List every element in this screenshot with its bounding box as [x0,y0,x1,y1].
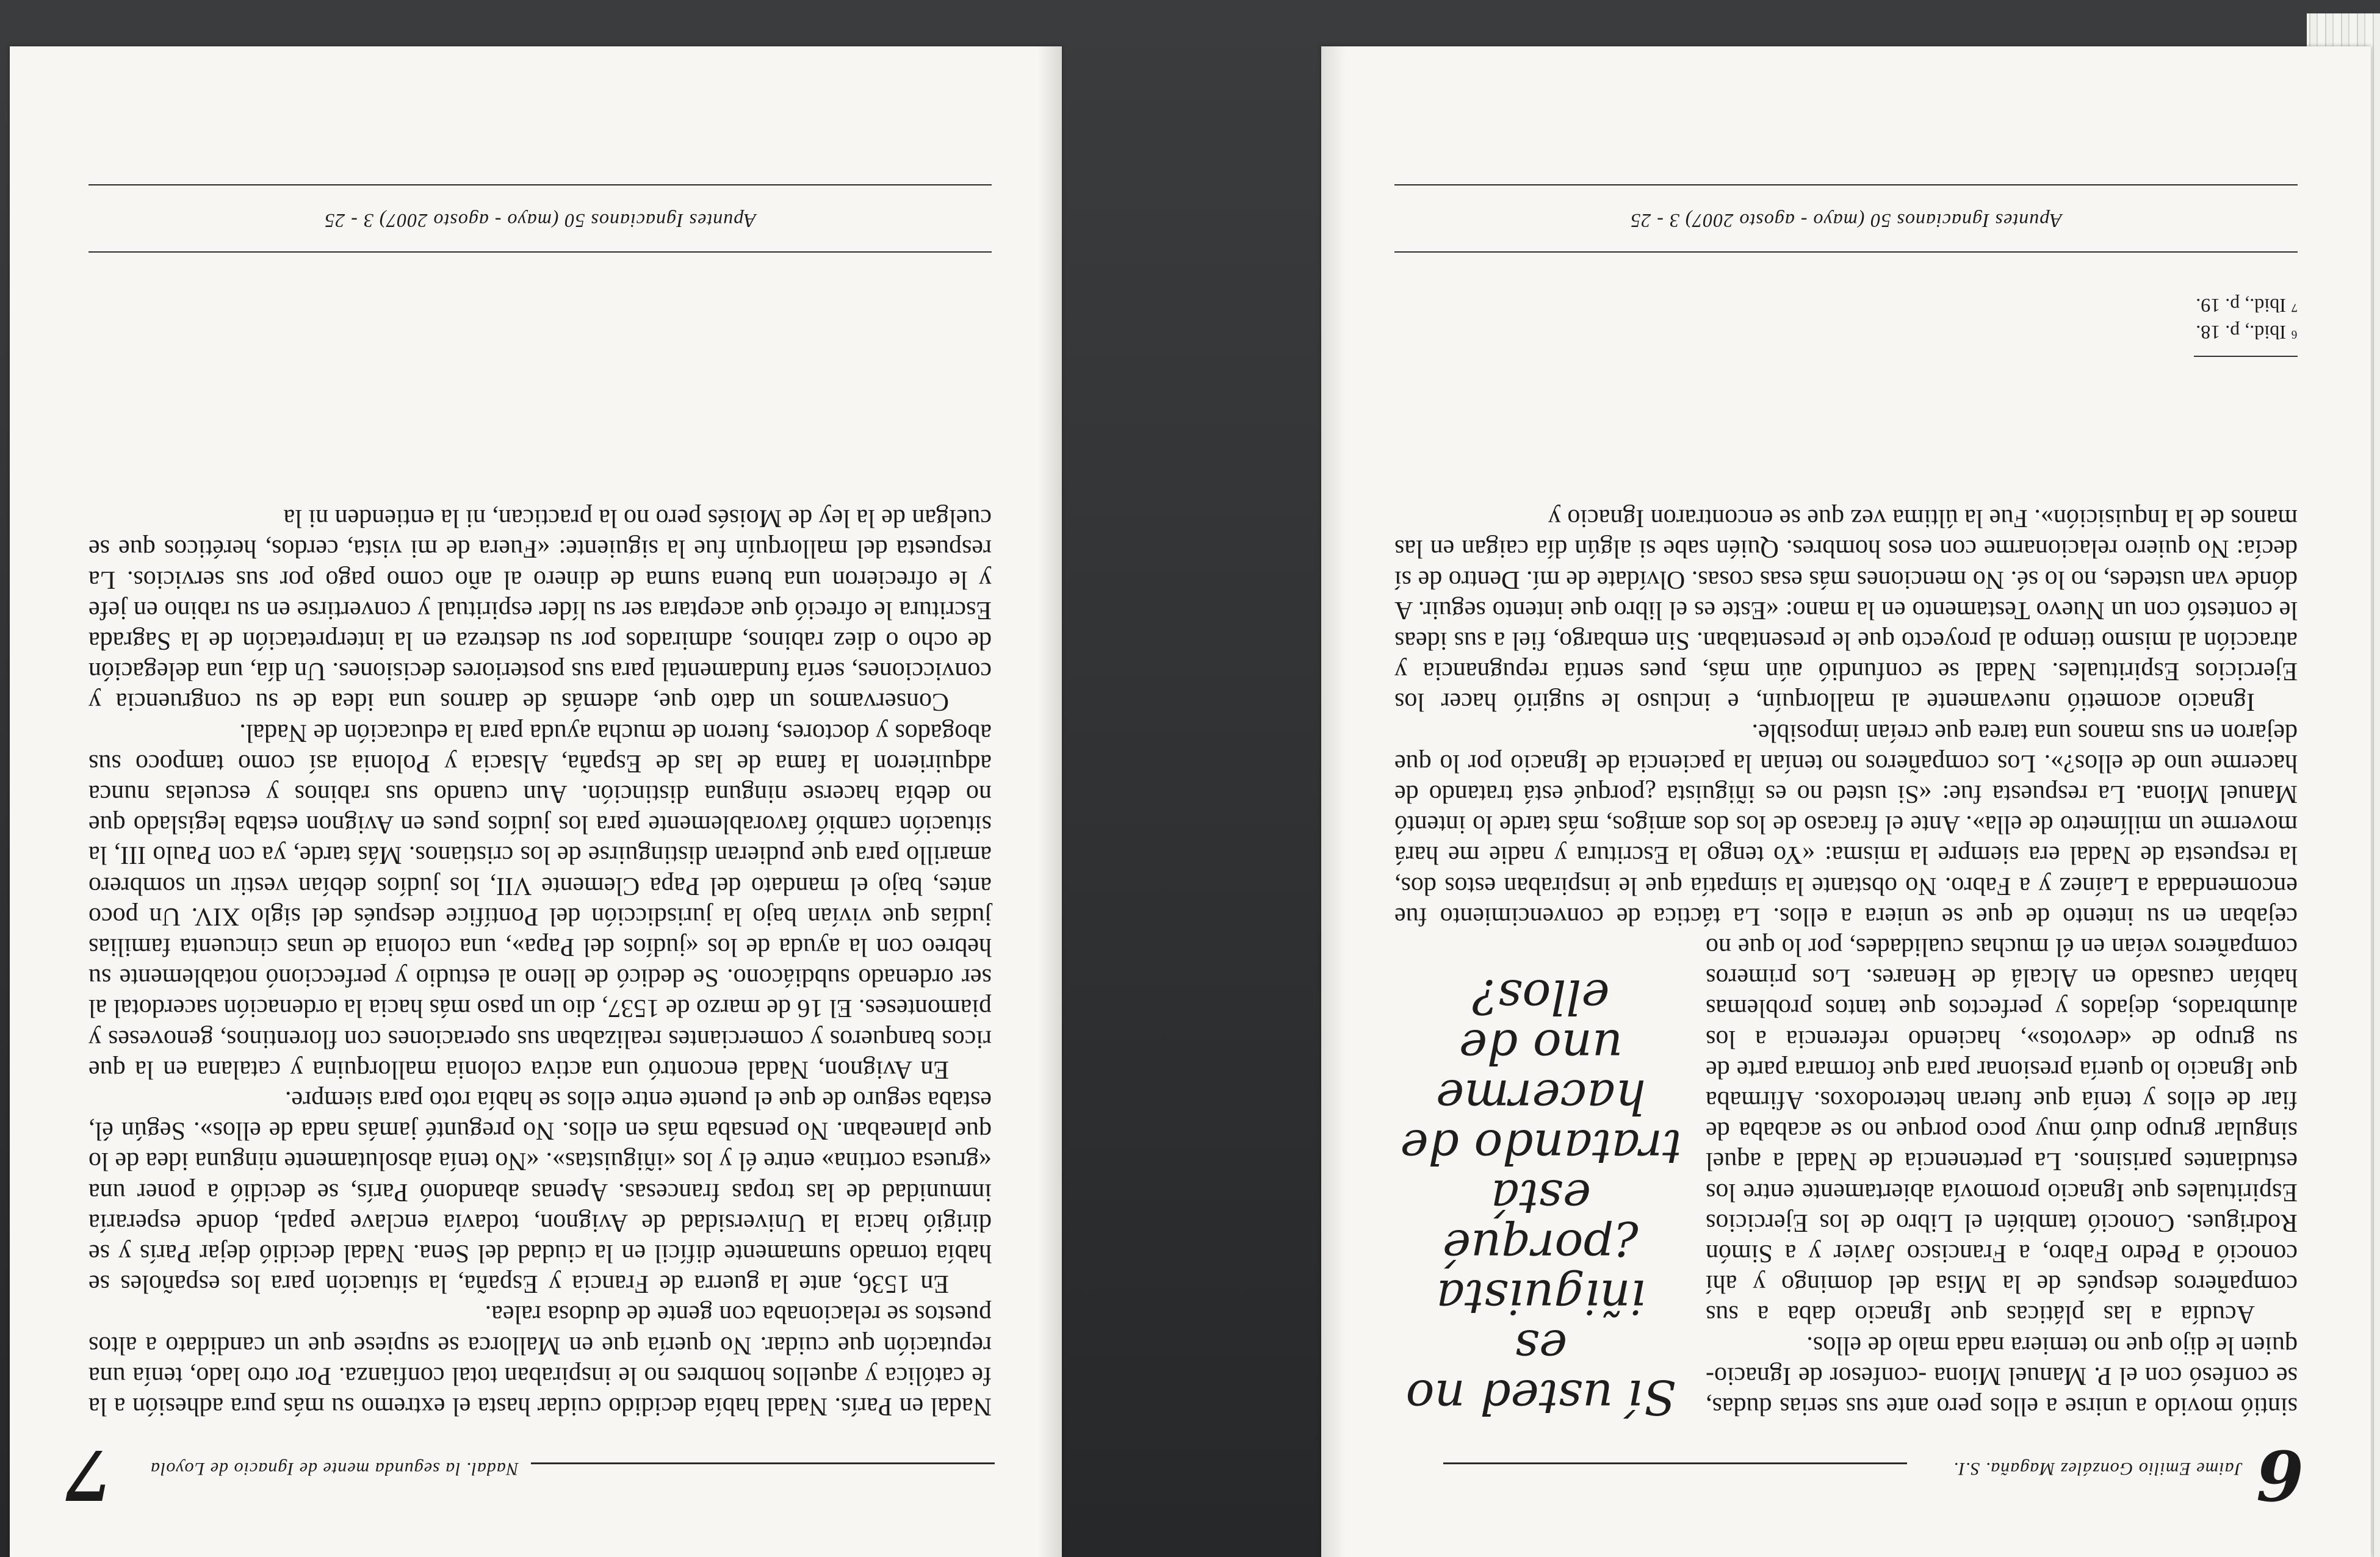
gutter-shadow [1321,46,1346,1557]
pull-quote-line: hacerme [1436,1069,1646,1124]
paragraph: En Avignon, Nadal encontró una activa colonia mallorquina y catalana en la que ricos banqueros y comerciantes realizaban sus operaciones con florentinos, genoveses y piamonteses. El 16 de marzo de 1537, dio un paso más hacia la ordenación sacerdotal al ser ordenado subdiácono. Se dedicó de lleno al estudio y perfeccionó notablemente su hebreo con la ayuda de los «judíos del Papa», una colonia de unas cincuenta familias judías que vivían bajo la jurisdicción del Pontífice después del siglo XIV. Un poco antes, bajo el mandato del Papa Clemente VII, los judíos debían vestir un sombrero amarillo para que pudieran distinguirse de los cristianos. Más tarde, ya con Paulo III, la situación cambió favorablemente para los judíos pues en Avignon estaba legislado que no debía hacerse ninguna distinción. Aun cuando sus rabinos y escuelas nunca adquirieron la fama de las de España, Alsacia y Polonia así como tampoco sus abogados y doctores, fueron de mucha ayuda para la educación de Nadal. [88,718,992,1084]
page-7 [10,46,1062,1557]
footnote: ⁶ Ibid., p. 18. [2196,322,2298,343]
body-text [88,503,992,1422]
paragraph: Acudía a las pláticas que Ignacio daba a sus compañeros después de la Misa del domingo y ahí conoció a Pedro Fabro, a Francisco Javier y a Simón Rodrigues. Conoció también el Libro de los Ejercicios Espirituales que Ignacio promovía abiertamente entre los estudiantes parisinos. La pertenencia de Nadal a aquel singular grupo duró muy poco porque no se acababa de fiar de ellos y tenía que fueran heterodoxos. Afirmaba que Ignacio lo quería presionar para que formara parte de su grupo de «devotos», haciendo referencia a los alumbrados, dejados y perfectos que tantos problemas habían causado en Alcalá de Henares. Los primeros compañeros veían en él muchas cualidades, por lo que no cejaban en su intento de que se uniera a ellos. La táctica de convencimiento fue encomendada a Laínez y a Fabro. No obstante la simpatía que le inspiraban estos dos, la respuesta de Nadal era siempre la misma: «Yo tengo la Escritura y nadie me hará moverme un milímetro de ella». Ante el fracaso de los dos amigos, más tarde lo intentó Manuel Miona. La respuesta fue: «Si usted no es iñiguista ¿porqué está tratando de hacerme uno de ellos?». Los compañeros no tenían la paciencia de Ignacio por lo que dejaron en sus manos una tarea que creían imposible. [1394,718,2298,1329]
page-6 [1321,46,2371,1557]
footnote: ⁷ Ibid., p. 19. [2196,295,2298,317]
footnote-rule [2194,356,2298,357]
footer-rule [1394,184,2298,185]
pull-quote-line: tratando de [1400,1119,1682,1174]
header-rule [531,1462,995,1464]
paragraph: Conservamos un dato que, además de darnos una idea de su congruencia y convicciones, sería fundamental para sus posteriores decisiones. Un día, una delegación de ocho o diez rabinos, admirados por su destreza en la interpretación de la Sagrada Escritura le ofreció que aceptara ser su líder espiritual y convertirse en su rabino en jefe y le ofrecieron una buena suma de dinero al año como pago por sus servicios. La respuesta del mallorquín fue la siguiente: «Fuera de mi vista, cerdos, heréticos que se cuelgan de la ley de Moisés pero no la practican, ni la entienden ni la [88,504,992,716]
gutter-shadow [1037,46,1062,1557]
paragraph: sintió movido a unirse a ellos pero ante sus serias dudas, se confesó con el P. Manuel Miona -confesor de Ignacio- quien le dijo que no temiera nada malo de ellos. [1706,1331,2298,1420]
footer-rule [88,184,992,185]
paragraph: En 1536, ante la guerra de Francia y España, la situación para los españoles se había tornado sumamente difícil en la ciudad del Sena. Nadal decidió dejar París y se dirigió hacia la Universidad de Avignon, todavía enclave papal, donde esperaría inmunidad de las tropas francesas. Apenas abandonó París, se decidió a poner una «gruesa cortina» entre él y los «iñiguistas». «No tenía absolutamente ninguna idea de lo que planeaban. No pensaba más en ellos. No pregunté jamás nada de ellos». Según él, estaba seguro de que el puente entre ellos se había roto para siempre. [88,1085,992,1298]
pull-quote-line: Sí usted no es [1405,1319,1676,1424]
footer-rule [1394,251,2298,253]
footnotes [2196,292,2298,346]
journal-citation: Apuntes Ignacianos 50 (mayo - agosto 2007) 3 - 25 [1630,210,2062,232]
paragraph: Ignacio acometió nuevamente al mallorquín, e incluso le sugirió hacer los Ejercicios Espirituales. Nadal se confundió aún más, pues sentía repugnancia y atracción al mismo tiempo al proyecto que le presentaban. Sin embargo, fiel a sus ideas le contestó con un Nuevo Testamento en la mano: «Este es el libro que intento seguir. A dónde van ustedes, no lo sé. No menciones más esas cosas. Olvídate de mí. Dentro de sí decía: No quiero relacionarme con esos hombres. Quién sabe si algún día caigan en las manos de la Inquisición». Fue la última vez que se encontraron Ignacio y [1394,504,2298,716]
running-head: Jaime Emilio González Magaña. S.I. [1953,1459,2243,1479]
page-number: 7 [65,1434,112,1514]
journal-citation: Apuntes Ignacianos 50 (mayo - agosto 2007) 3 - 25 [324,210,756,232]
pull-quote-line: uno de ellos? [1459,969,1623,1074]
footer-rule [88,251,992,253]
body-text [1394,503,2298,1422]
pull-quote-line: ¿porqué está [1442,1169,1640,1274]
paragraph: Nadal en París. Nadal había decidido cuidar hasta el extremo su más pura adhesión a la fe católica y aquellos hombres no le inspiraban total confianza. Por otro lado, tenía una reputación que cuidar. No quería que en Mallorca se supiese que un candidato a altos puestos se relacionaba con gente de dudosa ralea. [88,1300,992,1420]
header-rule [1443,1462,1907,1464]
pull-quote-line: iñiguista [1436,1269,1646,1324]
running-head: Nadal. la segunda mente de Ignacio de Loyola [150,1459,519,1479]
pull-quote [1394,971,1687,1422]
page-number: 6 [2256,1434,2304,1514]
